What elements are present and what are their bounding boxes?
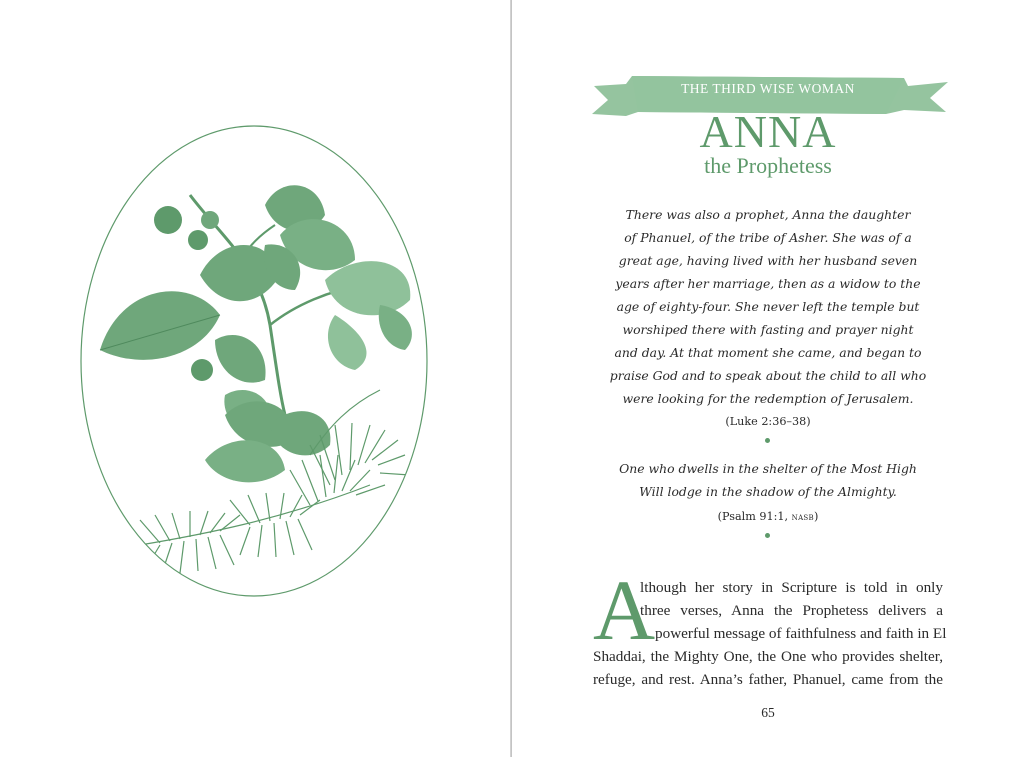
quote-line: One who dwells in the shelter of the Most High (619, 461, 917, 476)
quote-line: years after her marriage, then as a widow to the (615, 276, 921, 291)
body-text-line: powerful message of faithfulness and faith in El (655, 625, 947, 642)
quote-line: worshiped there with fasting and prayer night (622, 322, 914, 337)
left-page (0, 0, 510, 757)
ornament-dot-icon (765, 438, 770, 443)
botanical-illustration (80, 125, 428, 597)
quote-line: of Phanuel, of the tribe of Asher. She was of a (624, 230, 912, 245)
reference-prefix: (Psalm 91:1, (717, 510, 792, 523)
body-text-line: refuge, and rest. Anna’s father, Phanuel, came from the (593, 671, 943, 688)
ornament-dot-icon (765, 533, 770, 538)
page-subtitle: the Prophetess (704, 153, 832, 178)
quote-line: great age, having lived with her husband seven (618, 253, 918, 268)
quote-line: There was also a prophet, Anna the daughter (625, 207, 911, 222)
drop-cap: A (593, 562, 656, 658)
raspberry-branch-icon (100, 185, 412, 573)
page-title: ANNA (699, 106, 837, 157)
scripture-reference-luke: (Luke 2:36–38) (725, 415, 811, 428)
chapter-label: THE THIRD WISE WOMAN (681, 81, 855, 96)
reference-suffix: ) (813, 510, 819, 523)
quote-line: Will lodge in the shadow of the Almighty. (639, 484, 897, 499)
quote-line: praise God and to speak about the child to all who (609, 368, 927, 383)
quote-line: were looking for the redemption of Jerusalem. (622, 391, 914, 406)
body-text-line: Shaddai, the Mighty One, the One who provides shelter, (593, 648, 943, 665)
quote-line: and day. At that moment she came, and began to (614, 345, 922, 360)
reference-version: nasb (791, 512, 814, 523)
page-number: 65 (761, 705, 775, 720)
scripture-reference-psalm (590, 509, 946, 526)
scripture-quote-luke (590, 203, 946, 410)
body-text-line: three verses, Anna the Prophetess delivers a (640, 602, 943, 619)
quote-line: age of eighty-four. She never left the temple but (616, 299, 920, 314)
body-text-line: lthough her story in Scripture is told in only (640, 579, 943, 596)
scripture-quote-psalm (590, 457, 946, 503)
